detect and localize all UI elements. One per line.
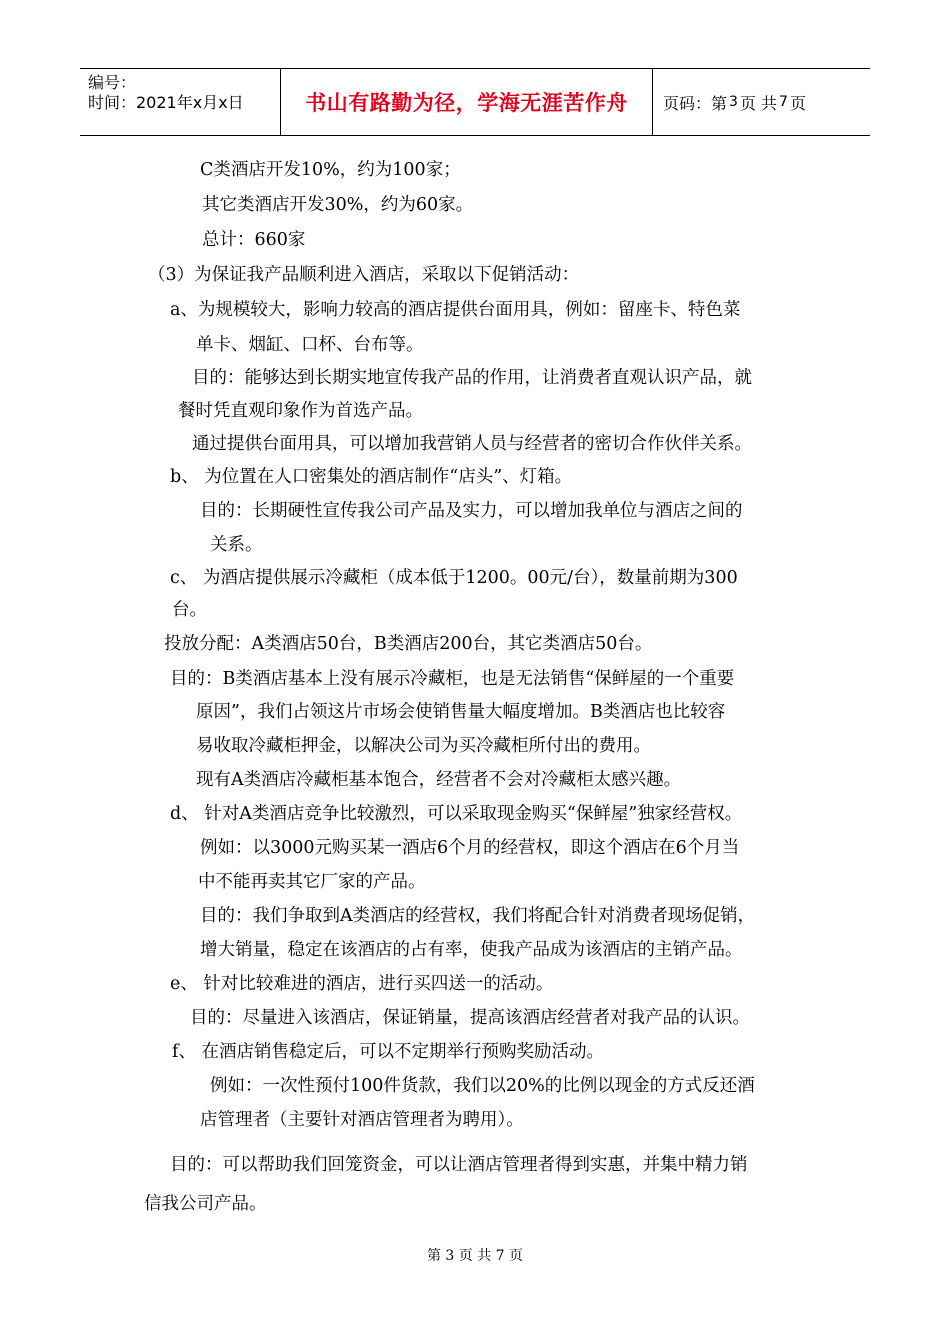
text-line: 总计：660家 xyxy=(202,230,306,250)
text-line: 信我公司产品。 xyxy=(144,1194,267,1214)
text-line: 餐时凭直观印象作为首选产品。 xyxy=(178,401,423,421)
text-line: 目的：B类酒店基本上没有展示冷藏柜，也是无法销售“保鲜屋的一个重要 xyxy=(170,669,735,689)
text-line: 关系。 xyxy=(210,535,263,555)
text-line: C类酒店开发10%，约为100家； xyxy=(200,160,461,180)
text-line: 目的：可以帮助我们回笼资金，可以让酒店管理者得到实惠，并集中精力销 xyxy=(170,1155,748,1175)
text-line: 目的：长期硬性宣传我公司产品及实力，可以增加我单位与酒店之间的 xyxy=(200,501,743,521)
text-line: a、为规模较大，影响力较高的酒店提供台面用具，例如：留座卡、特色菜 xyxy=(170,300,741,320)
page-prefix: 页码：第 xyxy=(663,93,728,113)
page-current: 3 xyxy=(729,94,738,110)
page-header xyxy=(80,68,870,136)
text-line: 易收取冷藏柜押金，以解决公司为买冷藏柜所付出的费用。 xyxy=(196,736,651,756)
text-line: 单卡、烟缸、口杯、台布等。 xyxy=(196,335,424,355)
text-line: 目的：能够达到长期实地宣传我产品的作用，让消费者直观认识产品，就 xyxy=(192,368,752,388)
text-line: c、 为酒店提供展示冷藏柜（成本低于1200。00元/台），数量前期为300 xyxy=(170,568,738,588)
text-line: 台。 xyxy=(172,600,207,620)
text-line: 现有A类酒店冷藏柜基本饱合，经营者不会对冷藏柜太感兴趣。 xyxy=(196,770,682,790)
text-line: 其它类酒店开发30%，约为60家。 xyxy=(202,195,474,215)
text-line: 投放分配：A类酒店50台，B类酒店200台，其它类酒店50台。 xyxy=(164,634,653,654)
header-page-number xyxy=(653,69,870,135)
text-line: 目的：尽量进入该酒店，保证销量，提高该酒店经营者对我产品的认识。 xyxy=(190,1008,750,1028)
text-line: （3）为保证我产品顺利进入酒店，采取以下促销活动： xyxy=(148,265,580,285)
page-total: 7 xyxy=(779,94,788,110)
time-label: 时间：2021年x月x日 xyxy=(88,93,244,112)
header-meta xyxy=(80,69,281,135)
text-line: f、 在酒店销售稳定后，可以不定期举行预购奖励活动。 xyxy=(172,1042,605,1062)
text-line: 原因”，我们占领这片市场会使销售量大幅度增加。B类酒店也比较容 xyxy=(196,702,726,722)
text-line: 例如：一次性预付100件货款，我们以20%的比例以现金的方式反还酒 xyxy=(210,1076,755,1096)
text-line: 例如：以3000元购买某一酒店6个月的经营权，即这个酒店在6个月当 xyxy=(200,838,740,858)
page-suffix: 页 xyxy=(789,93,806,113)
text-line: 中不能再卖其它厂家的产品。 xyxy=(198,872,426,892)
text-line: 店管理者（主要针对酒店管理者为聘用）。 xyxy=(200,1110,524,1130)
page-mid: 页 共 xyxy=(739,93,778,113)
text-line: 增大销量，稳定在该酒店的占有率，使我产品成为该酒店的主销产品。 xyxy=(200,940,743,960)
number-label: 编号： xyxy=(88,73,137,92)
header-motto: 书山有路勤为径，学海无涯苦作舟 xyxy=(281,69,653,135)
page-footer: 第 3 页 共 7 页 xyxy=(426,1248,524,1264)
text-line: b、 为位置在人口密集处的酒店制作“店头”、灯箱。 xyxy=(170,467,573,487)
text-line: d、 针对A类酒店竞争比较激烈，可以采取现金购买“保鲜屋”独家经营权。 xyxy=(170,804,743,824)
text-line: e、 针对比较难进的酒店，进行买四送一的活动。 xyxy=(170,974,554,994)
text-line: 目的：我们争取到A类酒店的经营权，我们将配合针对消费者现场促销， xyxy=(200,906,756,926)
text-line: 通过提供台面用具，可以增加我营销人员与经营者的密切合作伙伴关系。 xyxy=(192,434,752,454)
